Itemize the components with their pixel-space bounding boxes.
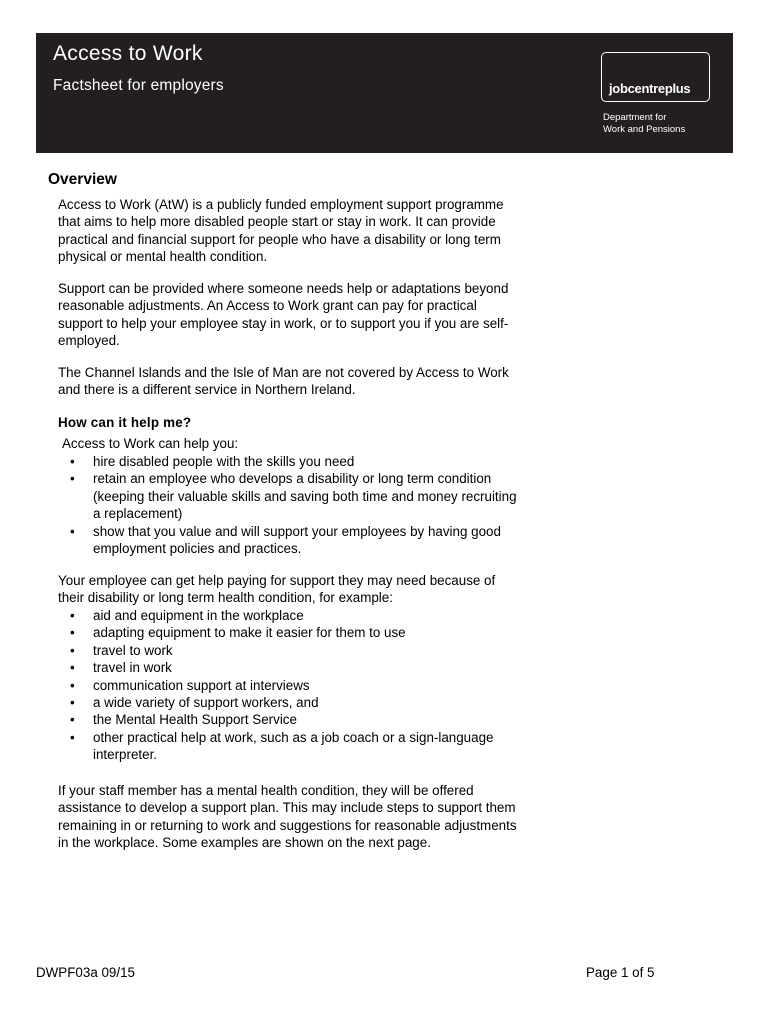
text-line: • aid and equipment in the workplace xyxy=(93,608,304,623)
text-line: • the Mental Health Support Service xyxy=(93,712,297,728)
overview-paragraph-2 xyxy=(58,280,598,350)
list-item xyxy=(58,711,493,728)
text-line: • adapting equipment to make it easier for them to use xyxy=(93,625,406,641)
overview-heading: Overview xyxy=(48,171,117,188)
list-item xyxy=(58,607,493,624)
text-line: • other practical help at work, such as a job coach or a sign-language xyxy=(93,729,494,745)
list-item xyxy=(58,694,493,711)
support-bullet-list xyxy=(58,607,493,764)
text-line: • a wide variety of support workers, and xyxy=(93,695,319,711)
text-line: The Channel Islands and the Isle of Man are not covered by Access to Work xyxy=(58,365,509,380)
list-item xyxy=(58,659,493,676)
jobcentreplus-logo xyxy=(601,52,710,102)
text-line: in the workplace. Some examples are shown on the next page. xyxy=(58,835,431,851)
text-line: that aims to help more disabled people start or stay in work. It can provide xyxy=(58,214,496,230)
text-line: • retain an employee who develops a disability or long term condition xyxy=(93,471,492,487)
help-heading: How can it help me? xyxy=(58,415,192,430)
text-line: physical or mental health condition. xyxy=(58,249,268,265)
list-item xyxy=(58,642,493,659)
text-line: (keeping their valuable skills and saving both time and money recruiting xyxy=(93,488,517,504)
text-line: assistance to develop a support plan. This may include steps to support them xyxy=(58,800,516,816)
help-intro xyxy=(62,435,602,452)
department-name xyxy=(603,112,685,136)
text-line: a replacement) xyxy=(93,506,183,522)
text-line: If your staff member has a mental health condition, they will be offered xyxy=(58,783,474,798)
support-intro xyxy=(58,572,598,607)
text-line: Your employee can get help paying for support they may need because of xyxy=(58,573,496,588)
text-line: • hire disabled people with the skills you need xyxy=(93,454,355,469)
document-subtitle: Factsheet for employers xyxy=(53,77,224,94)
list-item xyxy=(58,677,493,694)
text-line: • travel to work xyxy=(93,642,173,658)
overview-paragraph-3 xyxy=(58,364,598,399)
department-line: Work and Pensions xyxy=(603,124,686,135)
text-line: Access to Work (AtW) is a publicly funded employment support programme xyxy=(58,197,504,212)
text-line: • travel in work xyxy=(93,660,172,676)
overview-paragraph-1 xyxy=(58,196,598,266)
document-title: Access to Work xyxy=(53,42,203,65)
mental-health-paragraph xyxy=(58,782,598,852)
text-line: Support can be provided where someone needs help or adaptations beyond xyxy=(58,281,509,296)
list-item xyxy=(58,729,493,764)
text-line: practical and financial support for people who have a disability or long term xyxy=(58,231,501,247)
logo-text: jobcentreplus xyxy=(609,81,691,96)
text-line: interpreter. xyxy=(93,747,158,763)
page-number: Page 1 of 5 xyxy=(586,965,655,980)
text-line: • communication support at interviews xyxy=(93,677,310,693)
text-line: • show that you value and will support your employees by having good xyxy=(93,523,501,539)
text-line: and there is a different service in Northern Ireland. xyxy=(58,382,356,398)
document-code: DWPF03a 09/15 xyxy=(36,965,135,980)
text-line: employed. xyxy=(58,333,120,349)
list-item xyxy=(58,470,517,522)
text-line: their disability or long term health condition, for example: xyxy=(58,590,393,606)
list-item xyxy=(58,523,517,558)
list-item xyxy=(58,624,493,641)
text-line: reasonable adjustments. An Access to Work grant can pay for practical xyxy=(58,298,477,314)
text-line: remaining in or returning to work and suggestions for reasonable adjustments xyxy=(58,817,517,833)
text-line: employment policies and practices. xyxy=(93,541,302,557)
text-line: Access to Work can help you: xyxy=(62,436,239,451)
department-line: Department for xyxy=(603,112,667,123)
list-item xyxy=(58,453,517,470)
header-banner xyxy=(36,33,733,153)
text-line: support to help your employee stay in work, or to support you if you are self- xyxy=(58,315,509,331)
help-bullet-list xyxy=(58,453,517,557)
